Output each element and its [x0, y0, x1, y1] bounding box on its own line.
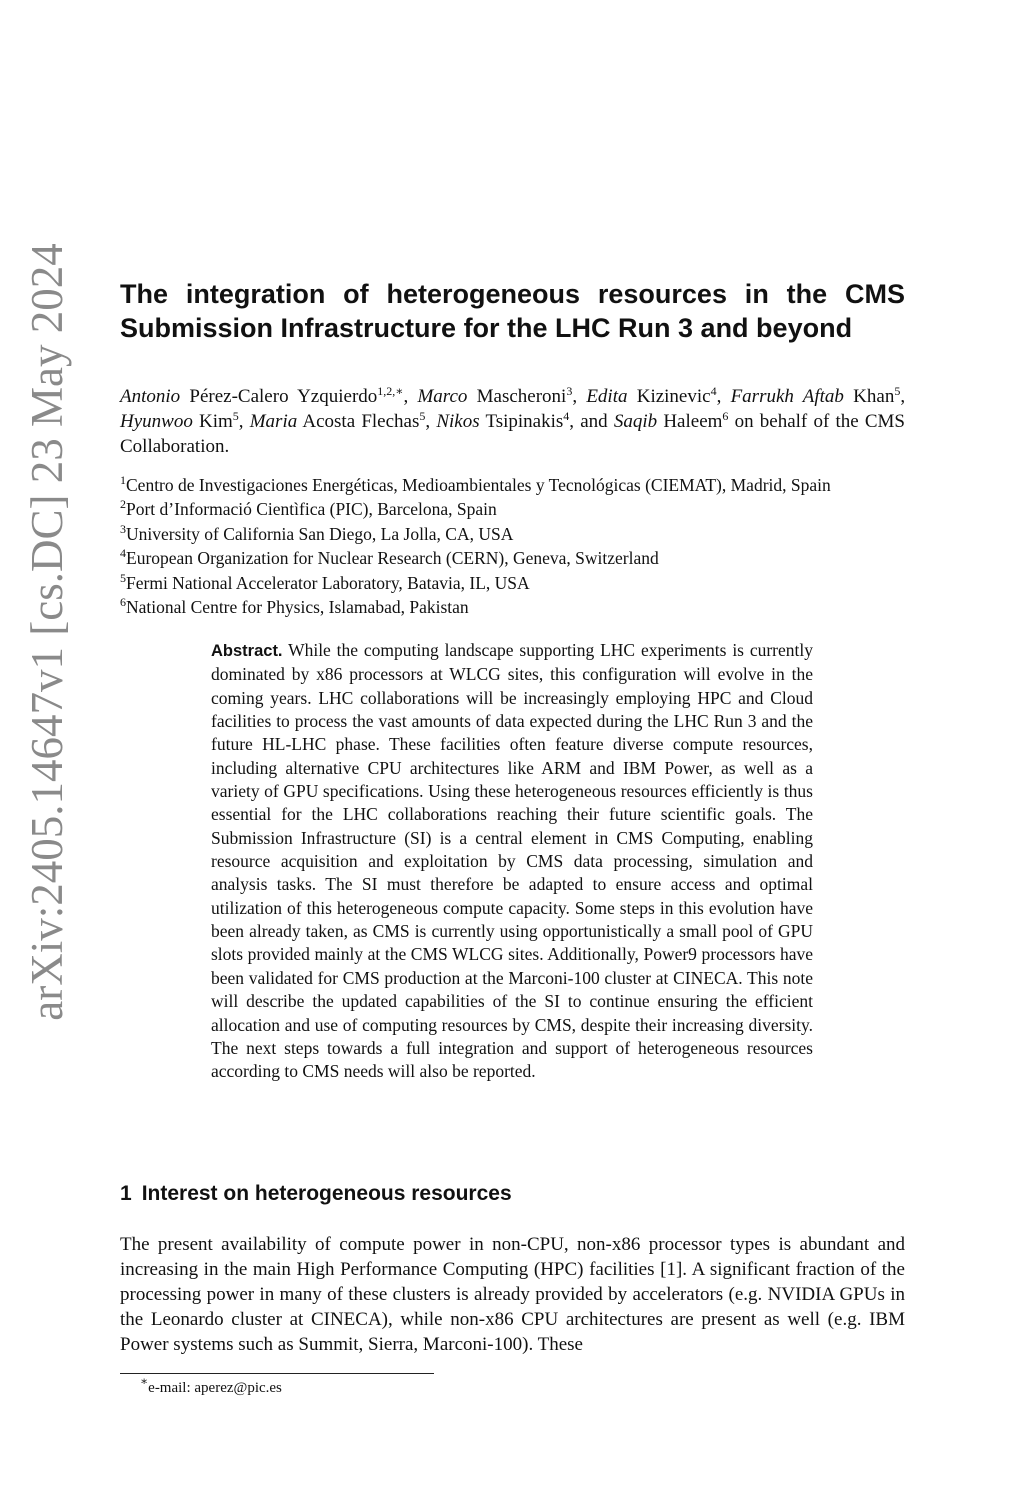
author-1	[120, 386, 403, 407]
section-1-paragraph: The present availability of compute power in non-CPU, non-x86 processor types is abundant and increasing in the main High Performance Computing (HPC) facilities [1]. A significant fraction of the processing power in many of these clusters is already provided by accelerators (e.g. NVIDIA GPUs in the Leonardo cluster at CINECA), while non-x86 CPU architectures are present as well (e.g. IBM Power systems such as Summit, Sierra, Marconi-100). These	[120, 1234, 905, 1355]
author-8-affiliation-mark: 6	[722, 409, 729, 423]
affiliation-item	[120, 571, 920, 595]
author-1-first-name: Antonio	[120, 386, 181, 407]
affiliation-text: National Centre for Physics, Islamabad, Pakistan	[126, 597, 469, 618]
author-4-last-name: Khan	[853, 386, 895, 407]
author-8-last-name: Haleem	[663, 411, 723, 432]
author-3-last-name: Kizinevic	[636, 386, 711, 407]
section-1-heading	[120, 1180, 512, 1208]
paper-title-line-2: Submission Infrastructure for the LHC Run 3 and beyond	[120, 313, 853, 343]
affiliation-item	[120, 497, 920, 521]
author-4-first-name: Farrukh Aftab	[730, 386, 844, 407]
author-5-affiliation-mark: 5	[232, 409, 239, 423]
affiliation-item	[120, 595, 920, 619]
author-7-first-name: Nikos	[436, 411, 480, 432]
paper-title	[120, 277, 905, 345]
author-5-first-name: Hyunwoo	[120, 411, 193, 432]
author-3	[586, 386, 716, 407]
affiliation-number: 3	[120, 521, 126, 536]
author-7	[436, 411, 569, 432]
paper-title-line-1: The integration of heterogeneous resources in the CMS	[120, 279, 905, 309]
author-3-first-name: Edita	[586, 386, 628, 407]
affiliation-item	[120, 546, 920, 570]
author-8-first-name: Saqib	[613, 411, 658, 432]
affiliation-item	[120, 473, 920, 497]
section-1-number: 1	[120, 1182, 132, 1205]
affiliation-text: Port d’Informació Cientìfica (PIC), Barcelona, Spain	[126, 499, 497, 520]
affiliation-text: Centro de Investigaciones Energéticas, Medioambientales y Tecnológicas (CIEMAT), Madrid, Spain	[126, 475, 831, 495]
affiliation-number: 6	[120, 595, 126, 610]
affiliation-list	[120, 473, 920, 619]
author-3-affiliation-mark: 4	[710, 384, 717, 398]
affiliation-number: 2	[120, 497, 126, 512]
abstract-block	[211, 639, 813, 1084]
author-8	[614, 411, 729, 432]
affiliation-text: Fermi National Accelerator Laboratory, Batavia, IL, USA	[126, 572, 530, 593]
affiliation-text: European Organization for Nuclear Research (CERN), Geneva, Switzerland	[126, 548, 659, 569]
author-6	[250, 411, 426, 432]
affiliation-text: University of California San Diego, La Jolla, CA, USA	[126, 523, 514, 544]
section-1-title: Interest on heterogeneous resources	[141, 1182, 512, 1205]
affiliation-item	[120, 522, 920, 546]
abstract-label: Abstract.	[211, 642, 283, 660]
footnote-text: e-mail: aperez@pic.es	[148, 1380, 282, 1396]
arxiv-identifier-stamp	[12, 243, 82, 1021]
author-5	[120, 411, 239, 432]
author-2-affiliation-mark: 3	[566, 384, 573, 398]
author-1-affiliation-mark: 1,2,∗	[377, 384, 404, 398]
author-7-affiliation-mark: 4	[563, 409, 570, 423]
author-7-last-name: Tsipinakis	[485, 411, 564, 432]
author-2-first-name: Marco	[417, 386, 468, 407]
author-6-last-name: Acosta Flechas	[302, 411, 420, 432]
affiliation-number: 5	[120, 570, 126, 585]
author-1-last-name: Pérez-Calero Yzquierdo	[189, 386, 378, 407]
author-6-first-name: Maria	[249, 411, 298, 432]
abstract-text: While the computing landscape supporting LHC experiments is currently dominated by x86 processors at WLCG sites, this configuration will evolve in the coming years. LHC collaborations will be increasingly employing HPC and Cloud facilities to process the vast amounts of data expected during the LHC Run 3 and the future HL-LHC phase. These facilities often feature diverse compute resources, including alternative CPU architectures like ARM and IBM Power, as well as a variety of GPU specifications. Using these heterogeneous resources efficiently is thus essential for the LHC collaborations reaching their future scientific goals. The Submission Infrastructure (SI) is a central element in CMS Computing, enabling resource acquisition and exploitation by CMS data processing, simulation and analysis tasks. The SI must therefore be adapted to ensure access and optimal utilization of this heterogeneous compute capacity. Some steps in this evolution have been already taken, as CMS is currently using opportunistically a small pool of GPU slots provided mainly at the CMS WLCG sites. Additionally, Power9 processors have been validated for CMS production at the Marconi-100 cluster at CINECA. This note will describe the updated capabilities of the SI to continue ensuring the efficient allocation and use of computing resources by CMS, despite their increasing diversity. The next steps towards a full integration and support of heterogeneous resources according to CMS needs will also be reported.	[211, 640, 813, 1082]
author-4-affiliation-mark: 5	[894, 384, 901, 398]
author-4	[731, 386, 901, 407]
affiliation-number: 4	[120, 546, 126, 561]
author-2-last-name: Mascheroni	[476, 386, 567, 407]
author-5-last-name: Kim	[199, 411, 233, 432]
author-2	[417, 386, 572, 407]
footnote-divider	[120, 1373, 434, 1374]
footnote	[140, 1374, 282, 1398]
authors-connector: and	[580, 411, 608, 432]
author-6-affiliation-mark: 5	[419, 409, 426, 423]
author-list: Antonio Pérez-Calero Yzquierdo$^{1,2,∗}$, Marco Mascheroni$^3$, Edita Kizinevic$^4$, Farrukh Aftab Khan$^5$, Hyunwoo Kim$^5$, Maria Acosta Flechas$^5$, Nikos Tsipinakis$^4$, and Saqib Haleem$^6$ on behalf of the CMS Collaboration.	[120, 384, 906, 457]
arxiv-identifier-text: arXiv:2405.14647v1 [cs.DC] 23 May 2024	[22, 243, 72, 1021]
authors-suffix: on behalf of the CMS Collaboration.	[120, 411, 905, 457]
footnote-mark: ∗	[140, 1374, 149, 1388]
affiliation-number: 1	[120, 473, 126, 487]
